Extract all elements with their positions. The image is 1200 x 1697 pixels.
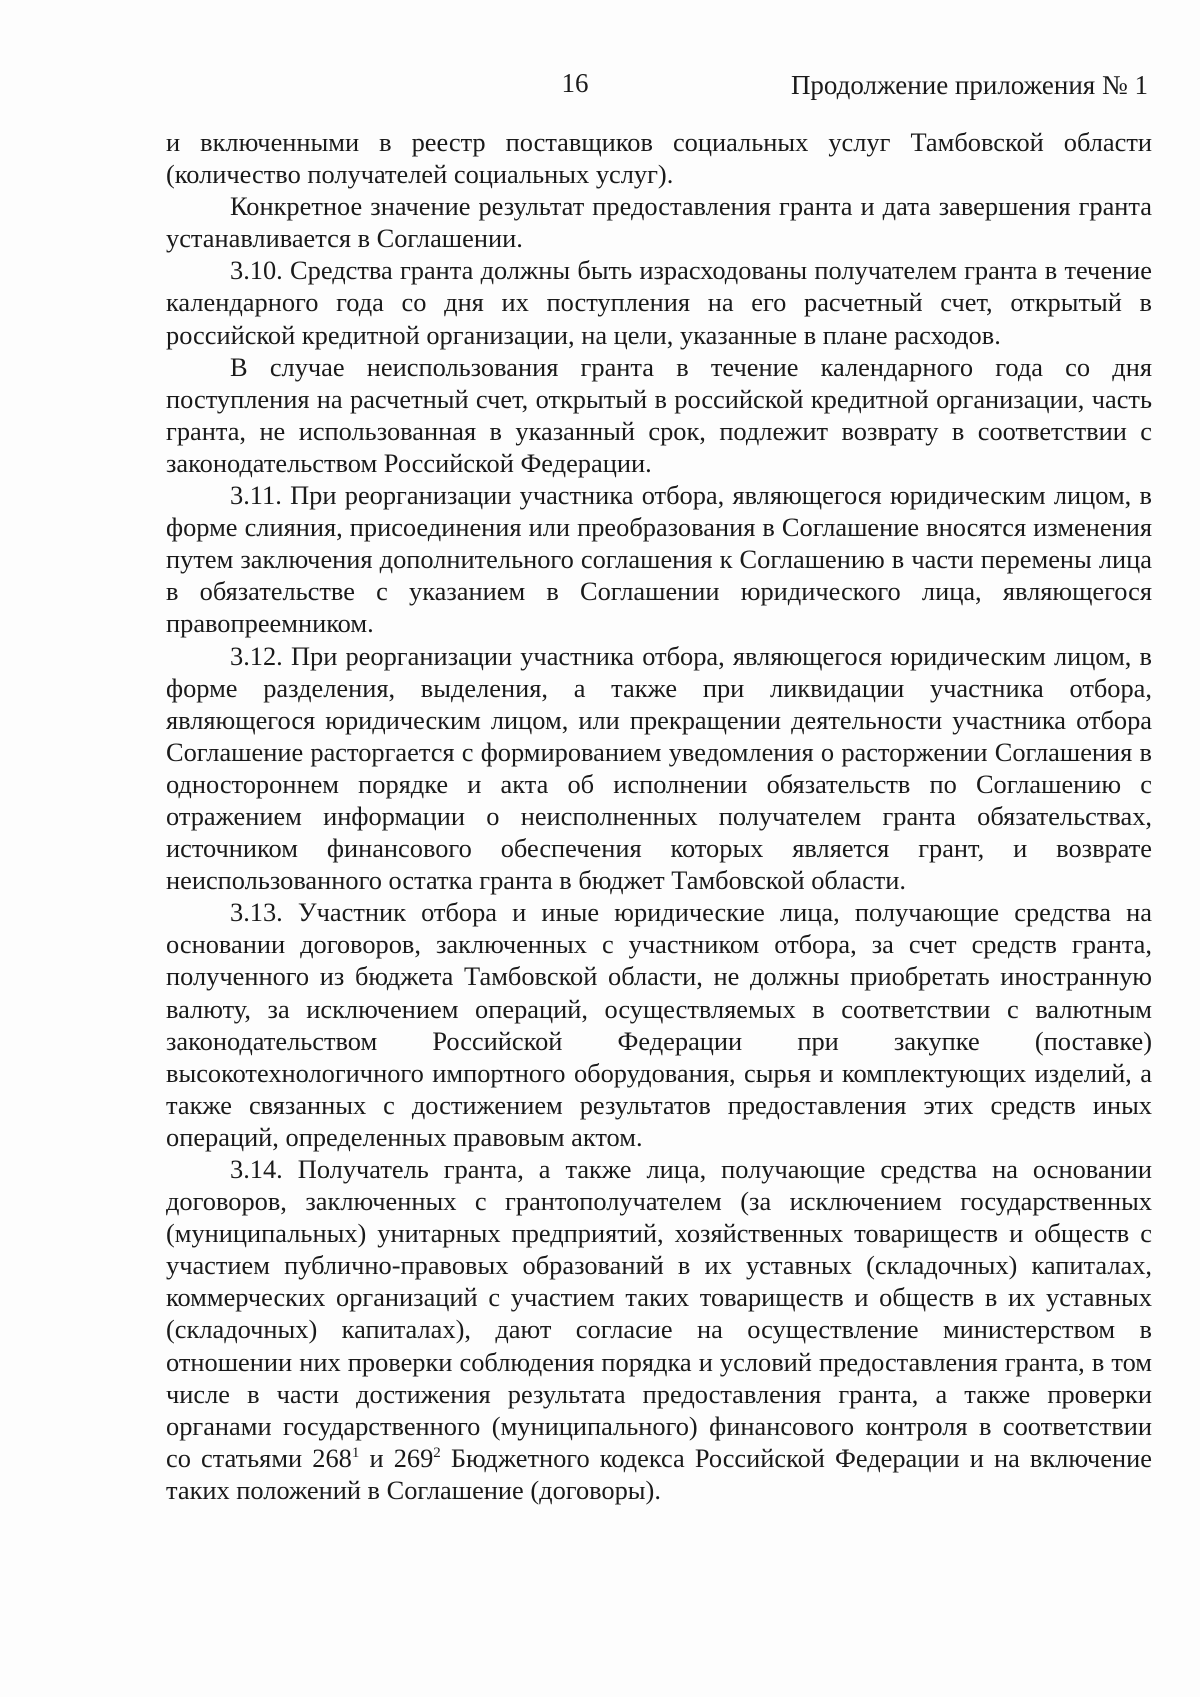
paragraph-3-13: 3.13. Участник отбора и иные юридические лица, получающие средства на основании договоров, заключенных с участником отбора, за счет средств гранта, полученного из бюджета Тамбовской области, не должны приобретать иностранную валюту, за исключением операций, осуществляемых в соответствии с валютным законодательством Российской Федерации при закупке (поставке) высокотехнологичного импортного оборудования, сырья и комплектующих изделий, а также связанных с достижением результатов предоставления этих средств иных операций, определенных правовым актом.: [166, 897, 1152, 1152]
paragraph-3-12: 3.12. При реорганизации участника отбора, являющегося юридическим лицом, в форме разделения, выделения, а также при ликвидации участника отбора, являющегося юридическим лицом, или прекращении деятельности участника отбора Соглашение расторгается с формированием уведомления о расторжении Соглашения в одностороннем порядке и акта об исполнении обязательств по Соглашению с отражением информации о неисполненных получателем гранта обязательствах, источником финансового обеспечения которых является грант, и возврате неиспользованного остатка гранта в бюджет Тамбовской области.: [166, 640, 1152, 896]
paragraph-3-14-text-start: 3.14. Получатель гранта, а также лица, получающие средства на основании договоров, заключенных с грантополучателем (за исключением государственных (муниципальных) унитарных предприятий, хозяйственных товариществ и обществ с участием публично-правовых образований в их уставных (складочных) капиталах, коммерческих организаций с участием таких товариществ и обществ в их уставных (складочных) капиталах), дают согласие на осуществление министерством в отношении них проверки соблюдения порядка и условий предоставления гранта, в том числе в части достижения результата предоставления гранта, а также проверки органами государственного (муниципального) финансового контроля в соответствии со статьями: [166, 1154, 1152, 1473]
running-title: Продолжение приложения № 1: [790, 70, 1148, 100]
article-number-268: 268: [312, 1442, 352, 1473]
body-text: [166, 126, 1152, 1506]
article-268-superscript: 1: [351, 1444, 360, 1461]
paragraph-continuation: и включенными в реестр поставщиков социальных услуг Тамбовской области (количество получателей социальных услуг).: [166, 127, 1152, 190]
conjunction: и: [369, 1442, 384, 1473]
paragraph-3-11: 3.11. При реорганизации участника отбора, являющегося юридическим лицом, в форме слияния, присоединения или преобразования в Соглашение вносятся изменения путем заключения дополнительного соглашения к Соглашению в части перемены лица в обязательстве с указанием в Соглашении юридического лица, являющегося правопреемником.: [166, 480, 1152, 639]
paragraph-3-10: 3.10. Средства гранта должны быть израсходованы получателем гранта в течение календарного года со дня их поступления на его расчетный счет, открытый в российской кредитной организации, на цели, указанные в плане расходов.: [166, 255, 1152, 350]
paragraph-unused-grant: В случае неиспользования гранта в течение календарного года со дня поступления на расчетный счет, открытый в российской кредитной организации, часть гранта, не использованная в указанный срок, подлежит возврату в соответствии с законодательством Российской Федерации.: [166, 351, 1152, 478]
article-269-superscript: 2: [433, 1444, 441, 1461]
page-number: 16: [561, 68, 589, 98]
paragraph-3-14: [166, 1153, 1152, 1506]
paragraph-3-14-text-end: Бюджетного кодекса Российской Федерации и на включение таких положений в Соглашение (договоры).: [166, 1442, 1152, 1505]
paragraph-grant-result: Конкретное значение результат предоставления гранта и дата завершения гранта устанавливается в Соглашении.: [166, 191, 1152, 254]
article-number-269: 269: [393, 1442, 434, 1473]
